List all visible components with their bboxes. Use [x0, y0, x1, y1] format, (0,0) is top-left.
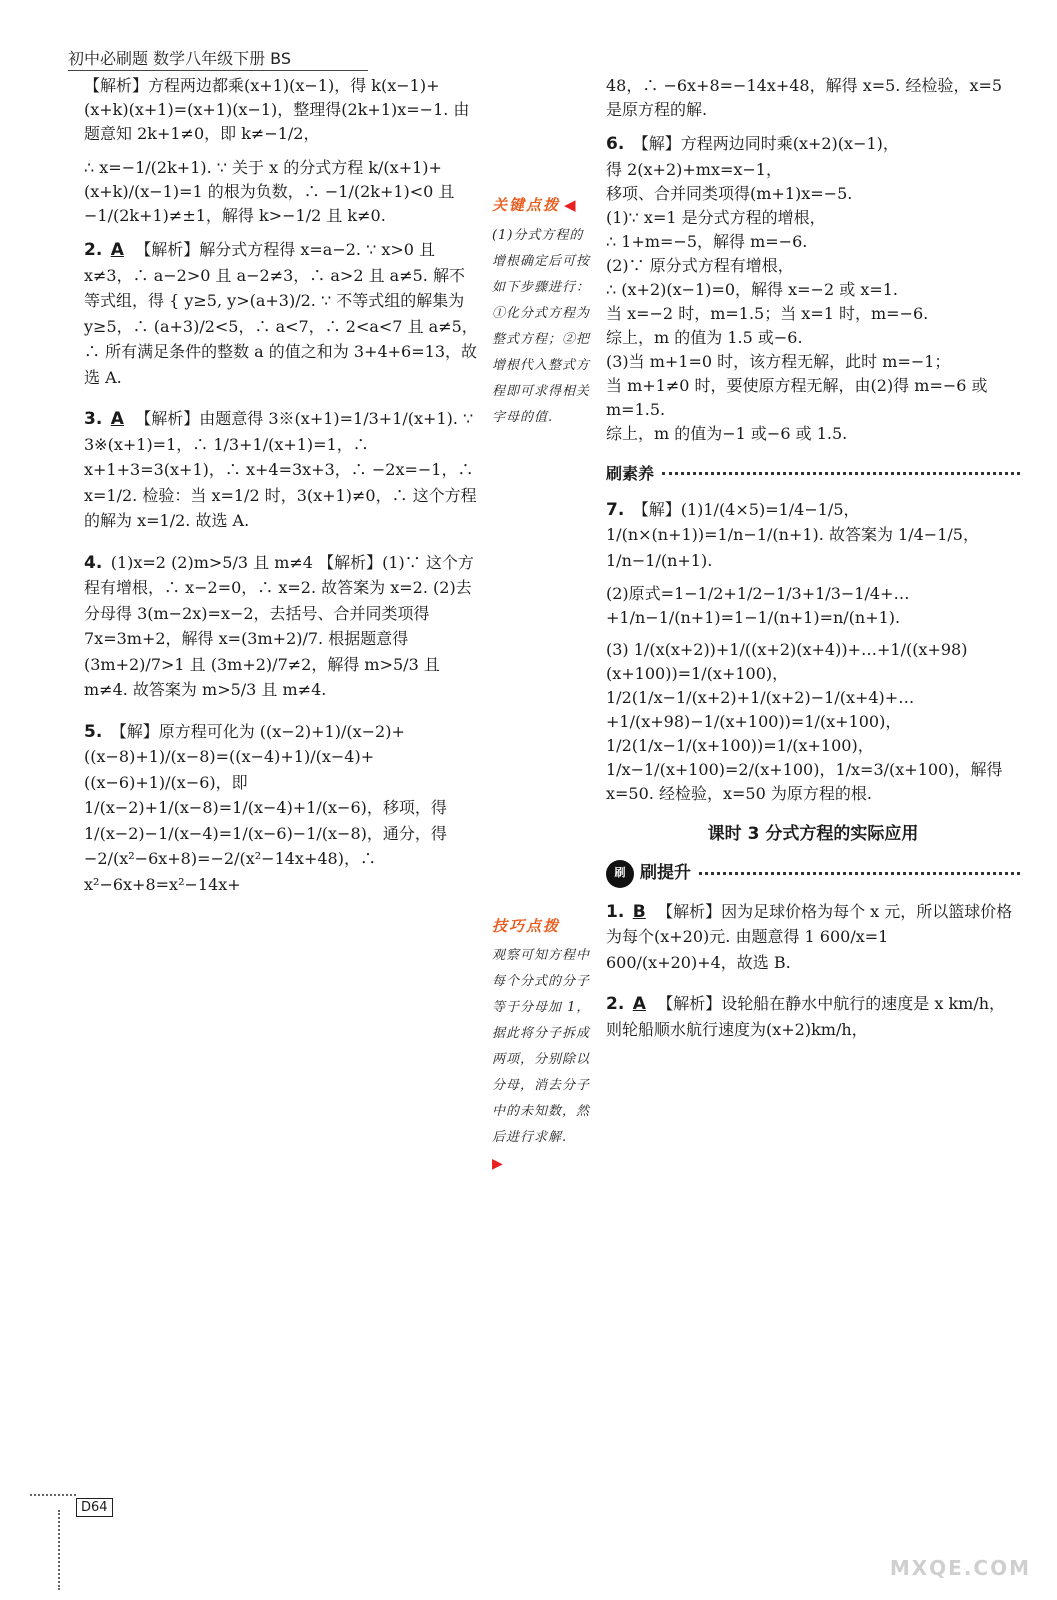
answer-choice: A: [110, 409, 124, 429]
solution-line: (2)原式=1−1/2+1/2−1/3+1/3−1/4+…+1/n−1/(n+1)=1−1/(n+1)=n/(n+1).: [606, 584, 910, 627]
question-number: 3.: [84, 409, 103, 429]
solution-line: 【解析】方程两边都乘(x+1)(x−1)，得 k(x−1)+(x+k)(x+1)=(x+1)(x−1)，整理得(2k+1)x=−1. 由题意知 2k+1≠0，即 k≠−1/2，: [84, 76, 470, 143]
solution-line: (2)∵ 原分式方程有增根，: [606, 255, 794, 275]
header-rule: [68, 70, 368, 71]
solution-line: 【解】方程两边同时乘(x+2)(x−1)，: [632, 134, 899, 153]
tip-title: 技巧点拨: [492, 916, 561, 935]
watermark-logo: [841, 1510, 1031, 1580]
page-number: D64: [76, 1498, 113, 1517]
solution-line: (3) 1/(x(x+2))+1/((x+2)(x+4))+…+1/((x+98)(x+100))=1/(x+100)，1/2(1/x−1/(x+2)+1/(x+2)−1/(x+4)+…+1/(x+98)−1/(x+100))=1/(x+100)，1/2(1/x−1/(x+100))=1/(x+100)，1/x−1/(x+100)=2/(x+100)，1/x=3/(x+100)，解得 x=50. 经检验，x=50 为原方程的根.: [606, 640, 1003, 803]
solution-line: 当 m+1≠0 时，要使原方程无解，由(2)得 m=−6 或 m=1.5.: [606, 375, 988, 419]
answer-choice: B: [632, 901, 646, 922]
corner-dotted-rule: [58, 1510, 60, 1590]
brush-badge-icon: 刷: [606, 860, 634, 888]
solution-line: ∴ x=−1/(2k+1). ∵ 关于 x 的分式方程 k/(x+1)+(x+k)/(x−1)=1 的根为负数，∴ −1/(2k+1)<0 且 −1/(2k+1)≠±1，解得 k>−1/2 且 k≠0.: [84, 158, 455, 225]
page-header: 初中必刷题 数学八年级下册 BS: [68, 49, 292, 68]
question-6: [606, 132, 1020, 446]
dotted-rule: [699, 872, 1020, 875]
solution-text: (1)x=2 (2)m>5/3 且 m≠4 【解析】(1)∵ 这个方程有增根，∴ x−2=0，∴ x=2. 故答案为 x=2. (2)去分母得 3(m−2x)=x−2，去括号、合并同类项得 7x=3m+2，解得 x=(3m+2)/7. 根据题意得 (3m+2)/7>1 且 (3m+2)/7≠2，解得 m>5/3 且 m≠4. 故答案为 m>5/3 且 m≠4.: [84, 552, 474, 699]
question-2: [84, 238, 479, 391]
solution-line: 当 x=−2 时，m=1.5；当 x=1 时，m=−6.: [606, 303, 929, 323]
question-r1: [606, 900, 1020, 977]
tip-body: (1)分式方程的增根确定后可按如下步骤进行：①化分式方程为整式方程；②把增根代入整式方程即可求得相关字母的值.: [492, 227, 591, 425]
answer-choice: A: [110, 240, 124, 260]
lesson-title: 课时 3 分式方程的实际应用: [707, 824, 919, 844]
solution-line: 【解】(1)1/(4×5)=1/4−1/5，1/(n×(n+1))=1/n−1/(n+1). 故答案为 1/4−1/5，1/n−1/(n+1).: [606, 499, 979, 570]
watermark-text: MXQE.COM: [889, 1556, 1031, 1580]
solution-line: ∴ 1+m=−5，解得 m=−6.: [606, 231, 808, 251]
question-3: [84, 407, 479, 535]
solution-line: ∴ (x+2)(x−1)=0，解得 x=−2 或 x=1.: [606, 279, 899, 299]
triangle-left-icon: ◀: [564, 196, 578, 214]
question-number: 7.: [606, 499, 625, 520]
question-number: 6.: [606, 134, 625, 154]
solution-text: 【解析】设轮船在静水中航行的速度是 x km/h，则轮船顺水航行速度为(x+2)km/h，: [606, 994, 1006, 1039]
corner-dotted-rule: [30, 1494, 76, 1496]
left-column: [84, 74, 479, 914]
right-column: [606, 74, 1020, 1059]
section-label: 刷提升: [640, 862, 691, 883]
section-label: 刷素养: [606, 463, 655, 483]
solution-text: 【解析】由题意得 3※(x+1)=1/3+1/(x+1). ∵ 3※(x+1)=1，∴ 1/3+1/(x+1)=1，∴ x+1+3=3(x+1)，∴ x+4=3x+3，∴ −2x=−1，∴ x=1/2. 检验：当 x=1/2 时，3(x+1)≠0，∴ 这个方程的解为 x=1/2. 故选 A.: [84, 409, 477, 530]
solution-line: 移项、合并同类项得(m+1)x=−5.: [606, 183, 853, 203]
triangle-right-icon: ▶: [492, 1156, 503, 1172]
question-number: 2.: [84, 240, 103, 260]
solution-text: 【解析】解分式方程得 x=a−2. ∵ x>0 且 x≠3，∴ a−2>0 且 a−2≠3，∴ a>2 且 a≠5. 解不等式组，得 { y≥5, y>(a+3)/2. ∵ 不等式组的解集为 y≥5，∴ (a+3)/2<5，∴ a<7，∴ 2<a<7 且 a≠5，∴ 所有满足条件的整数 a 的值之和为 3+4+6=13，故选 A.: [84, 240, 478, 387]
question-7: [606, 498, 1020, 807]
answer-choice: A: [632, 994, 646, 1014]
tip-title: 关键点拨 ◀: [492, 196, 578, 214]
tip-key-point: [492, 194, 596, 431]
solution-text: 【解析】因为足球价格为每个 x 元，所以篮球价格为每个(x+20)元. 由题意得 1 600/x=1 600/(x+20)+4，故选 B.: [606, 901, 1013, 972]
solution-line: 48，∴ −6x+8=−14x+48，解得 x=5. 经检验，x=5 是原方程的解.: [606, 76, 1003, 119]
tip-body: 观察可知方程中每个分式的分子等于分母加 1，据此将分子拆成两项，分别除以分母，消去分子中的未知数，然后进行求解.: [492, 948, 591, 1145]
tip-technique: [492, 915, 596, 1177]
section-badge: [606, 860, 1020, 888]
solution-line: 综上，m 的值为−1 或−6 或 1.5.: [606, 423, 848, 443]
solution-text: 【解】原方程可化为 ((x−2)+1)/(x−2)+((x−8)+1)/(x−8)=((x−4)+1)/(x−4)+((x−6)+1)/(x−6)，即 1/(x−2)+1/(x−8)=1/(x−4)+1/(x−6)，移项，得 1/(x−2)−1/(x−4)=1/(x−6)−1/(x−8)，通分，得 −2/(x²−6x+8)=−2/(x²−14x+48)，∴ x²−6x+8=x²−14x+: [84, 721, 447, 894]
question-number: 5.: [84, 721, 103, 742]
dotted-rule: [662, 472, 1020, 475]
margin-tips-column: [492, 74, 596, 1191]
question-number: 4.: [84, 552, 103, 573]
question-4: [84, 551, 479, 704]
question-number: 2.: [606, 994, 625, 1014]
question-r2: [606, 992, 1020, 1043]
question-number: 1.: [606, 901, 625, 922]
solution-line: (3)当 m+1=0 时，该方程无解，此时 m=−1；: [606, 351, 951, 371]
solution-line: 综上，m 的值为 1.5 或−6.: [606, 327, 803, 347]
question-5: [84, 720, 479, 899]
section-divider: [606, 462, 1020, 486]
solution-line: 得 2(x+2)+mx=x−1，: [606, 159, 782, 179]
solution-line: (1)∵ x=1 是分式方程的增根，: [606, 207, 826, 227]
